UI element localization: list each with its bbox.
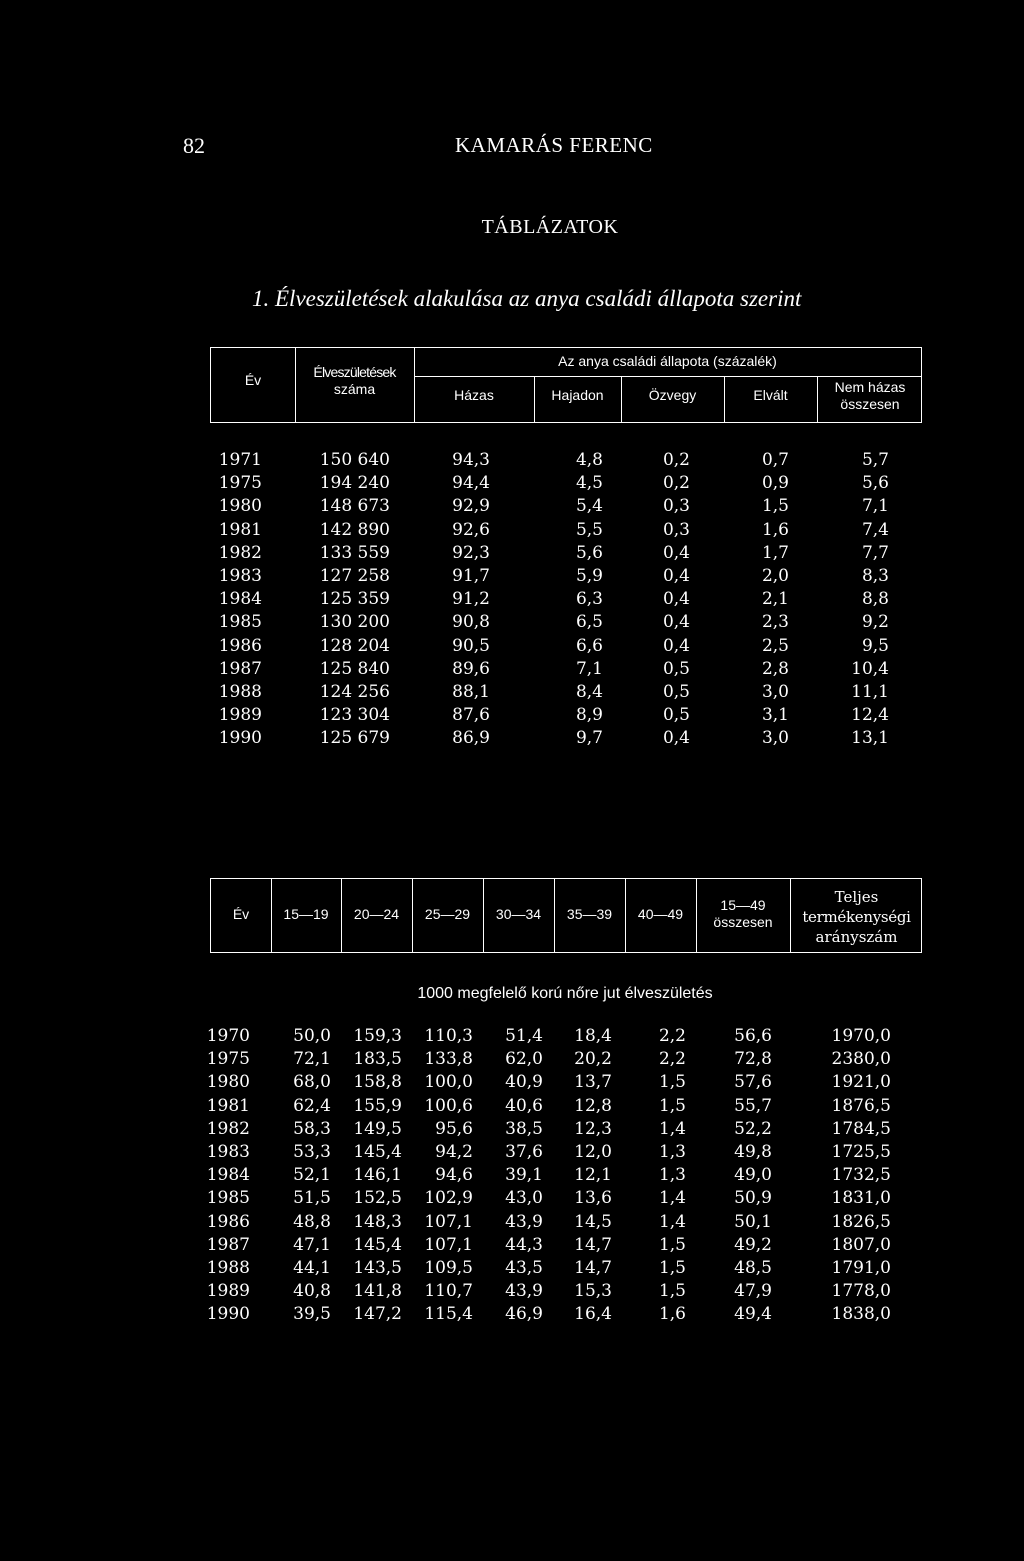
table-cell: 110,3	[424, 1026, 473, 1046]
table-cell: 5,9	[575, 566, 603, 586]
table-cell: 1725,5	[831, 1142, 891, 1162]
t2-col-header-aranyszam: arányszám	[815, 928, 898, 946]
table-cell: 47,9	[734, 1281, 772, 1302]
table-cell: 52,2	[734, 1118, 772, 1139]
table-cell: 13,7	[574, 1072, 612, 1093]
table-cell: 46,9	[505, 1304, 543, 1325]
col-header-hajadon: Hajadon	[551, 387, 604, 403]
table-cell: 68,0	[293, 1072, 331, 1093]
table-cell: 94,6	[435, 1165, 473, 1186]
table-cell: 109,5	[424, 1258, 473, 1278]
table-cell: 1,5	[658, 1095, 686, 1116]
table-cell: 53,3	[293, 1142, 331, 1162]
table-cell: 145,4	[353, 1142, 402, 1162]
table-cell: 115,4	[424, 1304, 473, 1325]
table-cell: 1,6	[761, 519, 789, 540]
table-cell: 1990	[206, 1304, 250, 1325]
t2-col-header-osszesen: összesen	[713, 914, 773, 930]
table-cell: 6,3	[575, 589, 603, 610]
table-cell: 5,7	[861, 450, 889, 470]
t2-col-header-20-24: 20—24	[353, 906, 400, 922]
table-cell: 92,9	[452, 496, 490, 517]
table-cell: 48,5	[734, 1258, 772, 1278]
table-cell: 1,5	[658, 1258, 686, 1278]
col-header-ozvegy: Özvegy	[648, 387, 697, 403]
table-cell: 6,6	[575, 635, 603, 656]
table-cell: 18,4	[574, 1026, 612, 1046]
table-cell: 1980	[206, 1072, 250, 1093]
table-cell: 7,1	[861, 496, 889, 517]
table-cell: 40,6	[505, 1095, 543, 1116]
table-cell: 0,4	[662, 728, 690, 749]
table-row	[0, 1235, 1024, 1258]
table-cell: 49,2	[734, 1234, 772, 1255]
table-cell: 89,6	[452, 658, 490, 679]
table-cell: 5,6	[861, 473, 889, 494]
table-cell: 1970	[206, 1026, 250, 1046]
table-cell: 2,0	[761, 566, 789, 586]
table1-caption: 1. Élveszületések alakulása az anya családi állapota szerint	[252, 286, 802, 311]
table-cell: 40,9	[505, 1072, 543, 1093]
table2-header	[210, 878, 922, 953]
table-cell: 128 204	[319, 635, 390, 656]
table-row	[0, 612, 1024, 635]
table-cell: 1838,0	[831, 1304, 891, 1325]
table-cell: 0,4	[662, 635, 690, 656]
table-cell: 2,8	[761, 658, 789, 679]
table-cell: 49,0	[734, 1165, 772, 1186]
table-cell: 92,3	[452, 542, 490, 563]
table-cell: 148 673	[319, 496, 390, 517]
table-cell: 51,4	[505, 1026, 543, 1046]
table-cell: 1987	[206, 1234, 250, 1255]
table-cell: 14,7	[574, 1258, 612, 1278]
table-cell: 0,4	[662, 566, 690, 586]
table-cell: 39,5	[293, 1304, 331, 1325]
table-cell: 62,0	[505, 1049, 543, 1070]
table-cell: 43,9	[505, 1211, 543, 1232]
table2-subtitle: 1000 megfelelő korú nőre jut élveszületés	[417, 985, 713, 1002]
t2-col-header-15-19: 15—19	[283, 906, 329, 922]
table-cell: 11,1	[851, 682, 889, 702]
table-cell: 1971	[218, 450, 262, 470]
table-cell: 0,4	[662, 589, 690, 610]
table-cell: 1778,0	[831, 1281, 891, 1302]
table-cell: 0,2	[662, 473, 690, 494]
table-cell: 1,4	[658, 1188, 686, 1209]
table-row	[0, 636, 1024, 659]
table-cell: 94,3	[452, 450, 490, 470]
table-cell: 9,7	[575, 728, 603, 749]
table-cell: 51,5	[293, 1188, 331, 1209]
table-cell: 12,8	[574, 1095, 612, 1116]
table-cell: 127 258	[319, 566, 390, 586]
table-cell: 1921,0	[831, 1072, 891, 1093]
table-cell: 95,6	[435, 1118, 473, 1139]
table-cell: 1,7	[761, 542, 789, 563]
table-row	[0, 1165, 1024, 1188]
table-cell: 158,8	[353, 1072, 402, 1093]
table-cell: 37,6	[505, 1142, 543, 1162]
table-cell: 56,6	[734, 1026, 772, 1046]
table-cell: 5,5	[575, 519, 603, 540]
table-cell: 148,3	[353, 1211, 402, 1232]
table-cell: 0,5	[662, 682, 690, 702]
table-row	[0, 496, 1024, 519]
table-cell: 125 840	[319, 658, 390, 679]
t2-col-header-40-49: 40—49	[637, 906, 684, 922]
table-cell: 3,0	[761, 682, 789, 702]
table-cell: 9,5	[861, 635, 889, 656]
table-cell: 5,4	[575, 496, 603, 517]
table-cell: 0,4	[662, 542, 690, 563]
table-cell: 90,5	[452, 635, 490, 656]
t2-col-header-25-29: 25—29	[424, 906, 471, 922]
table-cell: 1,5	[658, 1072, 686, 1093]
table-cell: 3,1	[761, 705, 789, 726]
table-row	[0, 450, 1024, 473]
table-cell: 1980	[218, 496, 262, 517]
table-cell: 1,3	[658, 1165, 686, 1186]
table-cell: 43,5	[505, 1258, 543, 1278]
table-cell: 1,5	[761, 496, 789, 517]
table-cell: 1970,0	[831, 1026, 891, 1046]
table-row	[0, 473, 1024, 496]
table-row	[0, 520, 1024, 543]
table-cell: 141,8	[353, 1281, 402, 1302]
table-cell: 12,3	[574, 1118, 612, 1139]
table-cell: 5,6	[575, 542, 603, 563]
table-cell: 9,2	[861, 612, 889, 633]
table-cell: 1732,5	[831, 1165, 891, 1186]
table-row	[0, 682, 1024, 705]
table-cell: 1981	[218, 519, 262, 540]
table-cell: 124 256	[319, 682, 390, 702]
table-cell: 50,9	[734, 1188, 772, 1209]
table-cell: 1988	[218, 682, 262, 702]
table-cell: 91,7	[452, 566, 490, 586]
table-cell: 12,4	[851, 705, 889, 726]
table-cell: 147,2	[353, 1304, 402, 1325]
table-cell: 1982	[206, 1118, 250, 1139]
table-cell: 149,5	[353, 1118, 402, 1139]
table-cell: 14,5	[574, 1211, 612, 1232]
table-cell: 92,6	[452, 519, 490, 540]
table-cell: 52,1	[293, 1165, 331, 1186]
table-cell: 15,3	[574, 1281, 612, 1302]
table-cell: 12,0	[574, 1142, 612, 1162]
table-cell: 152,5	[353, 1188, 402, 1209]
table-cell: 2,2	[658, 1049, 686, 1070]
table1-header	[210, 347, 922, 423]
page-number: 82	[183, 133, 205, 158]
table-cell: 62,4	[293, 1095, 331, 1116]
table-cell: 1989	[206, 1281, 250, 1302]
table-cell: 4,8	[575, 450, 603, 470]
table-cell: 86,9	[452, 728, 490, 749]
table-row	[0, 1281, 1024, 1304]
table-cell: 1831,0	[831, 1188, 891, 1209]
table-cell: 1984	[206, 1165, 250, 1186]
table-row	[0, 728, 1024, 751]
table-cell: 2,2	[658, 1026, 686, 1046]
table-cell: 12,1	[574, 1165, 612, 1186]
table-cell: 1981	[206, 1095, 250, 1116]
table-cell: 1,6	[658, 1304, 686, 1325]
table-cell: 6,5	[575, 612, 603, 633]
table-cell: 2,5	[761, 635, 789, 656]
t2-col-header-teljes: Teljes	[834, 888, 879, 906]
table-cell: 4,5	[575, 473, 603, 494]
table-cell: 130 200	[319, 612, 390, 633]
table-cell: 8,9	[575, 705, 603, 726]
col-header-elveszuletesek: Élveszületések	[313, 364, 396, 380]
table-row	[0, 1212, 1024, 1235]
col-header-osszesen: összesen	[840, 396, 900, 412]
table-cell: 49,8	[734, 1142, 772, 1162]
table-cell: 1784,5	[831, 1118, 891, 1139]
table-cell: 150 640	[319, 450, 390, 470]
t2-col-header-35-39: 35—39	[566, 906, 613, 922]
t2-col-header-ev: Év	[232, 906, 250, 922]
table-cell: 1987	[218, 658, 262, 679]
table-cell: 1983	[206, 1142, 250, 1162]
table-cell: 1876,5	[831, 1095, 891, 1116]
table-row	[0, 659, 1024, 682]
table-cell: 102,9	[424, 1188, 473, 1209]
table-cell: 1986	[218, 635, 262, 656]
table-cell: 39,1	[505, 1165, 543, 1186]
table-cell: 1985	[206, 1188, 250, 1209]
table-cell: 125 359	[319, 589, 390, 610]
table-cell: 8,8	[861, 589, 889, 610]
table-cell: 194 240	[319, 473, 390, 494]
table-row	[0, 1304, 1024, 1327]
col-group-header: Az anya családi állapota (százalék)	[558, 353, 777, 369]
table-cell: 50,1	[734, 1211, 772, 1232]
table-cell: 38,5	[505, 1118, 543, 1139]
table-cell: 10,4	[851, 658, 889, 679]
table-cell: 1,4	[658, 1211, 686, 1232]
table-cell: 90,8	[452, 612, 490, 633]
col-header-nem-hazas: Nem házas	[834, 379, 906, 395]
table-cell: 1791,0	[831, 1258, 891, 1278]
table-cell: 1984	[218, 589, 262, 610]
table-cell: 43,9	[505, 1281, 543, 1302]
table-cell: 44,3	[505, 1234, 543, 1255]
table-cell: 87,6	[452, 705, 490, 726]
table-cell: 1988	[206, 1258, 250, 1278]
table-cell: 1,5	[658, 1234, 686, 1255]
table-cell: 16,4	[574, 1304, 612, 1325]
table-cell: 133,8	[424, 1049, 473, 1070]
table-cell: 1807,0	[831, 1234, 891, 1255]
table-cell: 47,1	[293, 1234, 331, 1255]
table-cell: 100,6	[424, 1095, 473, 1116]
table-row	[0, 1026, 1024, 1049]
table-cell: 0,2	[662, 450, 690, 470]
table-cell: 13,1	[851, 728, 889, 749]
section-title: TÁBLÁZATOK	[481, 216, 619, 238]
table-cell: 72,8	[734, 1049, 772, 1070]
table-cell: 1975	[218, 473, 262, 494]
table-cell: 159,3	[353, 1026, 402, 1046]
table-cell: 1982	[218, 542, 262, 563]
table-cell: 3,0	[761, 728, 789, 749]
table-cell: 7,4	[861, 519, 889, 540]
table-cell: 57,6	[734, 1072, 772, 1093]
table-cell: 43,0	[505, 1188, 543, 1209]
table-cell: 1975	[206, 1049, 250, 1070]
table-cell: 1986	[206, 1211, 250, 1232]
table-cell: 44,1	[293, 1258, 331, 1278]
table-cell: 2,3	[761, 612, 789, 633]
table-row	[0, 1119, 1024, 1142]
table-cell: 143,5	[353, 1258, 402, 1278]
table-row	[0, 1096, 1024, 1119]
table-cell: 94,2	[435, 1142, 473, 1162]
col-header-ev: Év	[244, 372, 262, 388]
table-cell: 0,4	[662, 612, 690, 633]
table-cell: 0,5	[662, 705, 690, 726]
table-cell: 2,1	[761, 589, 789, 610]
table-cell: 13,6	[574, 1188, 612, 1209]
table-cell: 50,0	[293, 1026, 331, 1046]
table-cell: 94,4	[452, 473, 490, 494]
t2-col-header-termekenysegi: termékenységi	[802, 908, 911, 926]
table-cell: 7,7	[861, 542, 889, 563]
table-row	[0, 589, 1024, 612]
table-cell: 146,1	[353, 1165, 402, 1186]
table-cell: 1826,5	[831, 1211, 891, 1232]
table-cell: 0,7	[761, 450, 789, 470]
table-row	[0, 1049, 1024, 1072]
table-row	[0, 566, 1024, 589]
table-cell: 40,8	[293, 1281, 331, 1302]
table-cell: 0,3	[662, 519, 690, 540]
table-row	[0, 1142, 1024, 1165]
table-cell: 145,4	[353, 1234, 402, 1255]
col-header-elvalt: Elvált	[753, 387, 788, 403]
table-row	[0, 1072, 1024, 1095]
table-row	[0, 543, 1024, 566]
running-header-author: KAMARÁS FERENC	[455, 133, 653, 157]
table-cell: 125 679	[319, 728, 390, 749]
table-cell: 142 890	[319, 519, 390, 540]
table-cell: 55,7	[734, 1095, 772, 1116]
table-cell: 107,1	[424, 1211, 473, 1232]
t2-col-header-30-34: 30—34	[495, 906, 542, 922]
table-cell: 0,5	[662, 658, 690, 679]
table-cell: 133 559	[319, 542, 390, 563]
table-row	[0, 705, 1024, 728]
table-cell: 88,1	[452, 682, 490, 702]
table-cell: 14,7	[574, 1234, 612, 1255]
table-cell: 72,1	[293, 1049, 331, 1070]
table-cell: 1985	[218, 612, 262, 633]
table-cell: 48,8	[293, 1211, 331, 1232]
table-cell: 49,4	[734, 1304, 772, 1325]
table-cell: 8,3	[861, 566, 889, 586]
table-cell: 1983	[218, 566, 262, 586]
table-cell: 1990	[218, 728, 262, 749]
table-cell: 0,9	[761, 473, 789, 494]
table-cell: 1,3	[658, 1142, 686, 1162]
table-cell: 1989	[218, 705, 262, 726]
table-cell: 123 304	[319, 705, 390, 726]
table-cell: 8,4	[575, 682, 603, 702]
table-cell: 1,5	[658, 1281, 686, 1302]
table-row	[0, 1188, 1024, 1211]
table-cell: 107,1	[424, 1234, 473, 1255]
table-cell: 20,2	[574, 1049, 612, 1070]
table-cell: 91,2	[452, 589, 490, 610]
col-header-szama: száma	[333, 381, 376, 397]
table-cell: 0,3	[662, 496, 690, 517]
table-cell: 2380,0	[831, 1049, 891, 1070]
table-cell: 58,3	[293, 1118, 331, 1139]
table-cell: 155,9	[353, 1095, 402, 1116]
table-cell: 183,5	[353, 1049, 402, 1070]
t2-col-header-15-49: 15—49	[720, 897, 766, 913]
col-header-hazas: Házas	[454, 387, 494, 403]
table-cell: 7,1	[575, 658, 603, 679]
table-cell: 100,0	[424, 1072, 473, 1093]
table-row	[0, 1258, 1024, 1281]
table-cell: 1,4	[658, 1118, 686, 1139]
table-cell: 110,7	[424, 1281, 473, 1302]
